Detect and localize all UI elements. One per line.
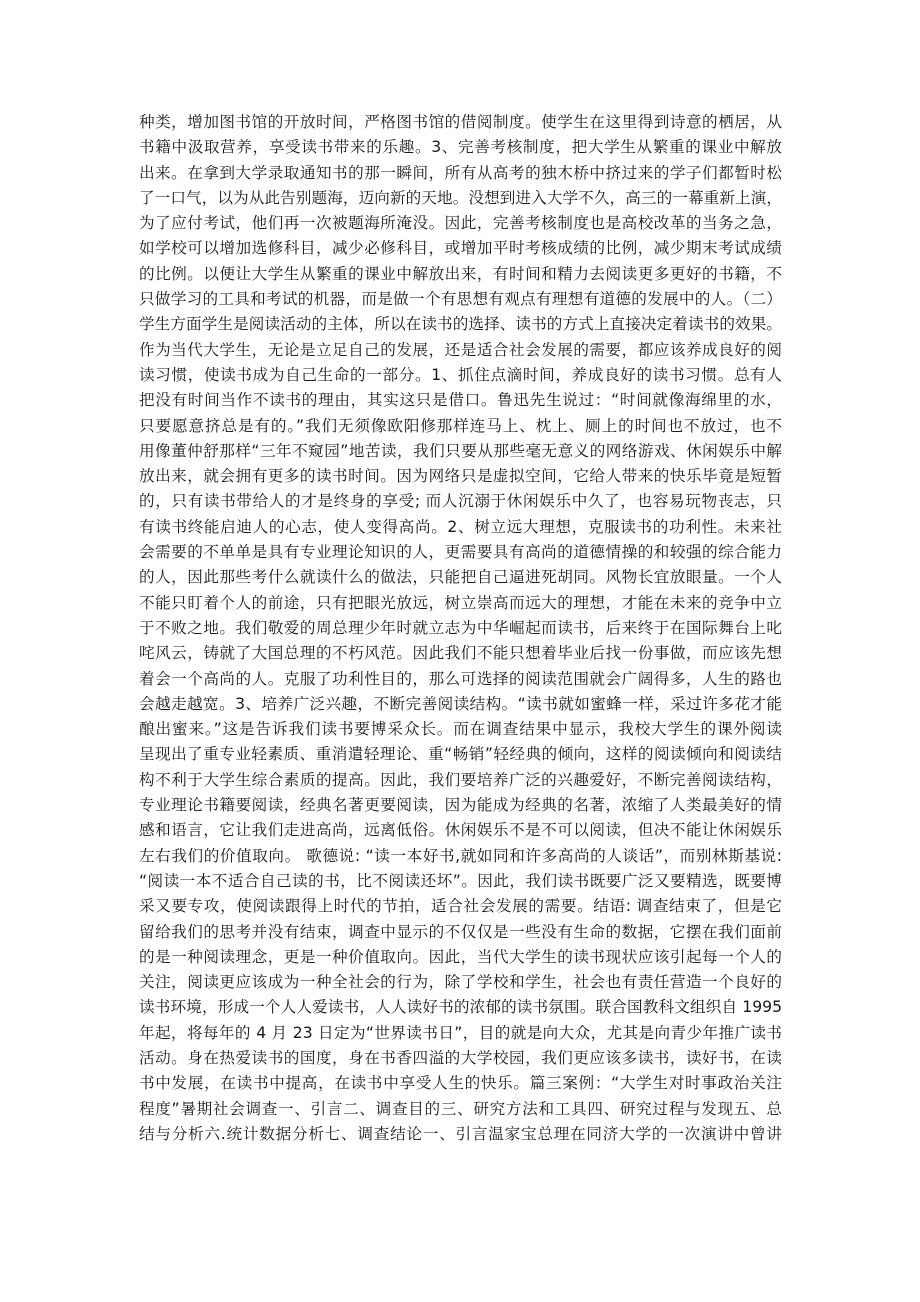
text-line: 只做学习的工具和考试的机器，而是做一个有思想有观点有理想有道德的发展中的人。（二） — [139, 290, 782, 309]
text-line: 不能只盯着个人的前途，只有把眼光放远，树立崇高而远大的理想，才能在未来的竞争中立 — [139, 593, 782, 612]
text-line: 活动。身在热爱读书的国度，身在书香四溢的大学校园，我们更应该多读书，读好书，在读 — [139, 1048, 782, 1067]
text-line: “阅读一本不适合自己读的书，比不阅读还坏”。因此，我们读书既要广泛又要精选，既要博 — [139, 871, 782, 890]
text-line: 感和语言，它让我们走进高尚，远离低俗。休闲娱乐不是不可以阅读，但决不能让休闲娱乐 — [139, 821, 782, 840]
text-line: 会需要的不单单是具有专业理论知识的人，更需要具有高尚的道德情操的和较强的综合能力 — [139, 543, 782, 562]
text-line: 左右我们的价值取向。 歌德说: “读一本好书,就如同和许多高尚的人谈话”，而别林斯基说: — [139, 846, 782, 865]
text-line: 关注，阅读更应该成为一种全社会的行为，除了学校和学生，社会也有责任营造一个良好的 — [139, 973, 782, 992]
text-line: 酿出蜜来。”这是告诉我们读书要博采众长。而在调查结果中显示，我校大学生的课外阅读 — [139, 720, 782, 739]
text-line: 书籍中汲取营养，享受读书带来的乐趣。3、完善考核制度，把大学生从繁重的课业中解放 — [139, 138, 782, 157]
text-line: 学生方面学生是阅读活动的主体，所以在读书的选择、读书的方式上直接决定着读书的效果。 — [139, 315, 782, 334]
body-text — [139, 110, 782, 1147]
text-line: 着会一个高尚的人。克服了功利性目的，那么可选择的阅读范围就会广阔得多，人生的路也 — [139, 669, 782, 688]
text-line: 年起，将每年的 4 月 23 日定为“世界读书日”，目的就是向大众，尤其是向青少年推广读书 — [139, 1023, 782, 1042]
text-line: 咤风云，铸就了大国总理的不朽风范。因此我们不能只想着毕业后找一份事做，而应该先想 — [139, 644, 782, 663]
text-line: 种类，增加图书馆的开放时间，严格图书馆的借阅制度。使学生在这里得到诗意的栖居，从 — [139, 113, 782, 131]
text-line: 专业理论书籍要阅读，经典名著更要阅读，因为能成为经典的名著，浓缩了人类最美好的情 — [139, 796, 782, 815]
text-line: 的人，因此那些考什么就读什么的做法，只能把自己逼进死胡同。风物长宜放眼量。一个人 — [139, 568, 782, 587]
text-line: 于不败之地。我们敬爱的周总理少年时就立志为中华崛起而读书，后来终于在国际舞台上叱 — [139, 618, 782, 637]
text-line: 呈现出了重专业轻素质、重消遣轻理论、重“畅销”轻经典的倾向，这样的阅读倾向和阅读结 — [139, 745, 782, 764]
text-line: 留给我们的思考并没有结束，调查中显示的不仅仅是一些没有生命的数据，它摆在我们面前 — [139, 922, 782, 941]
text-line: 采又要专攻，使阅读跟得上时代的节拍，适合社会发展的需要。结语: 调查结束了，但是它 — [139, 897, 782, 916]
text-line: 放出来，就会拥有更多的读书时间。因为网络只是虚拟空间，它给人带来的快乐毕竟是短暂 — [139, 467, 782, 486]
text-line: 构不利于大学生综合素质的提高。因此，我们要培养广泛的兴趣爱好，不断完善阅读结构， — [139, 770, 782, 789]
text-line: 读习惯，使读书成为自己生命的一部分。1、抓住点滴时间，养成良好的读书习惯。总有人 — [139, 365, 782, 384]
text-line: 的是一种阅读理念，更是一种价值取向。因此，当代大学生的读书现状应该引起每一个人的 — [139, 947, 782, 966]
text-line: 如学校可以增加选修科目，减少必修科目，或增加平时考核成绩的比例，减少期末考试成绩 — [139, 239, 782, 258]
text-line: 出来。在拿到大学录取通知书的那一瞬间，所有从高考的独木桥中挤过来的学子们都暂时松 — [139, 163, 782, 182]
text-line: 读书环境，形成一个人人爱读书，人人读好书的浓郁的读书氛围。联合国教科文组织自 1995 — [139, 998, 782, 1017]
text-line: 了一口气，以为从此告别题海，迈向新的天地。没想到进入大学不久，高三的一幕重新上演， — [139, 188, 782, 207]
text-line: 把没有时间当作不读书的理由，其实这只是借口。鲁迅先生说过：“时间就像海绵里的水， — [139, 391, 782, 410]
text-line: 会越走越宽。3、培养广泛兴趣，不断完善阅读结构。“读书就如蜜蜂一样，采过许多花才能 — [139, 694, 782, 713]
text-line: 的，只有读书带给人的才是终身的享受; 而人沉溺于休闲娱乐中久了，也容易玩物丧志，只 — [139, 492, 782, 511]
text-line: 结与分析六.统计数据分析七、调查结论一、引言温家宝总理在同济大学的一次演讲中曾讲 — [139, 1124, 782, 1143]
text-line: 有读书终能启迪人的心志，使人变得高尚。2、树立远大理想，克服读书的功利性。未来社 — [139, 517, 782, 536]
text-line: 的比例。以便让大学生从繁重的课业中解放出来，有时间和精力去阅读更多更好的书籍，不 — [139, 264, 782, 283]
text-line: 只要愿意挤总是有的。”我们无须像欧阳修那样连马上、枕上、厕上的时间也不放过，也不 — [139, 416, 782, 435]
text-line: 书中发展，在读书中提高，在读书中享受人生的快乐。篇三案例：“大学生对时事政治关注 — [139, 1074, 782, 1093]
text-line: 程度”暑期社会调查一、引言二、调查目的三、研究方法和工具四、研究过程与发现五、总 — [139, 1099, 782, 1118]
text-line: 用像董仲舒那样“三年不窥园”地苦读，我们只要从那些毫无意义的网络游戏、休闲娱乐中解 — [139, 441, 782, 460]
text-line: 为了应付考试，他们再一次被题海所淹没。因此，完善考核制度也是高校改革的当务之急， — [139, 214, 782, 233]
text-line: 作为当代大学生，无论是立足自己的发展，还是适合社会发展的需要，都应该养成良好的阅 — [139, 340, 782, 359]
